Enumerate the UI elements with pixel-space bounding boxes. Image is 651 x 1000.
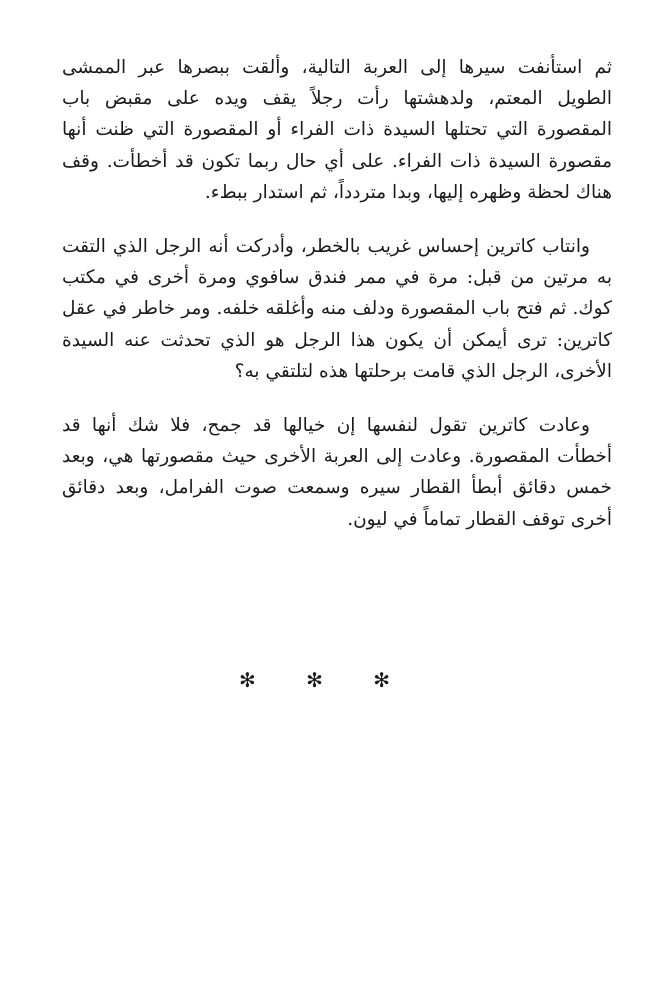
paragraph-3: وعادت كاترين تقول لنفسها إن خيالها قد جمح، فلا شك أنها قد أخطأت المقصورة. وعادت إلى العربة الأخرى حيث مقصورتها هي، وبعد خمس دقائق أبطأ القطار سيره وسمعت صوت الفرامل، وبعد دقائق أخرى توقف القطار تماماً في ليون. [62,415,612,530]
section-break-ornament: ✻ ✻ ✻ [239,668,412,692]
page-body [62,52,612,558]
paragraph-2: وانتاب كاترين إحساس غريب بالخطر، وأدركت أنه الرجل الذي التقت به مرتين من قبل: مرة في ممر فندق سافوي ومرة أخرى في مكتب كوك. ثم فتح باب المقصورة ودلف منه وأغلقه خلفه. ومر خاطر في عقل كاترين: ترى أيمكن أن يكون هذا الرجل هو الذي تحدثت عنه السيدة الأخرى، الرجل الذي قامت برحلتها هذه لتلتقي به؟ [62,236,612,382]
paragraph-1: ثم استأنفت سيرها إلى العربة التالية، وألقت ببصرها عبر الممشى الطويل المعتم، ولدهشتها رأت رجلاً يقف ويده على مقبض باب المقصورة التي تحتلها السيدة ذات الفراء أو المقصورة التي ظنت أنها مقصورة السيدة ذات الفراء. على أي حال ربما تكون قد أخطأت. وقف هناك لحظة وظهره إليها، وبدا متردداً، ثم استدار ببطء. [62,57,612,203]
